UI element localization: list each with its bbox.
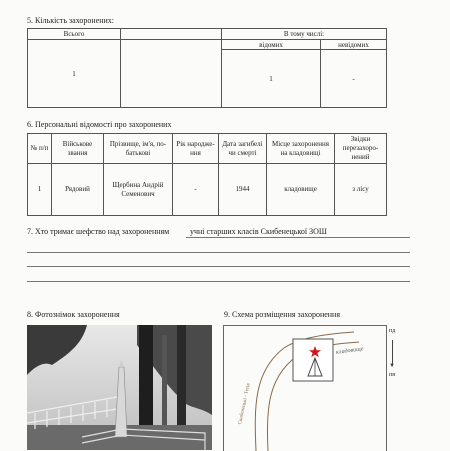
burial-photo — [27, 325, 212, 450]
value-blank — [121, 40, 222, 108]
road-label: Скибенецькі - Тетів — [238, 382, 252, 426]
section8-title: 8. Фотознімок захоронення — [27, 310, 120, 319]
value-known: 1 — [222, 50, 321, 108]
header-total: Всього — [28, 29, 121, 40]
th-number: № п/п — [28, 134, 52, 164]
blank-line-3 — [27, 281, 410, 282]
cell-number: 1 — [28, 164, 52, 216]
value-total: 1 — [28, 40, 121, 108]
arrow-head-icon: ▼ — [389, 363, 395, 369]
cell-death-date: 1944 — [219, 164, 267, 216]
header-known: відомих — [222, 40, 321, 50]
cemetery-label: кладовище — [335, 346, 364, 356]
cell-birth-year: - — [173, 164, 219, 216]
th-birth-year: Рік народже-ння — [173, 134, 219, 164]
th-reburied-from: Звідки перезахоро-нений — [335, 134, 387, 164]
sponsor-underline — [186, 237, 410, 238]
cell-name: Щербина Андрій Семенович — [104, 164, 173, 216]
th-death-date: Дата загибелі чи смерті — [219, 134, 267, 164]
value-unknown: - — [321, 50, 387, 108]
th-rank: Військове звання — [52, 134, 104, 164]
burial-count-table — [27, 28, 387, 108]
blank-line-1 — [27, 252, 410, 253]
header-unknown: невідомих — [321, 40, 387, 50]
header-including: В тому числі: — [222, 29, 387, 40]
header-blank — [121, 29, 222, 40]
section7-title: 7. Хто тримає шефство над захороненням — [27, 227, 170, 236]
sponsor-value: учні старших класів Скибенецької ЗОШ — [190, 227, 327, 236]
th-burial-place: Місце захоронення на кладовищі — [267, 134, 335, 164]
th-name: Прізвище, ім'я, по-батькові — [104, 134, 173, 164]
blank-line-2 — [27, 266, 410, 267]
cell-rank: Рядовий — [52, 164, 104, 216]
cell-reburied-from: з лісу — [335, 164, 387, 216]
section9-title: 9. Схема розміщення захоронення — [224, 310, 341, 319]
south-label: пн — [389, 372, 396, 378]
north-label: пд — [389, 328, 396, 334]
section6-title: 6. Персональні відомості про захоронених — [27, 120, 172, 129]
cell-burial-place: кладовище — [267, 164, 335, 216]
location-scheme — [223, 325, 396, 451]
personal-info-table — [27, 133, 387, 216]
section5-title: 5. Кількість захоронених: — [27, 16, 115, 25]
